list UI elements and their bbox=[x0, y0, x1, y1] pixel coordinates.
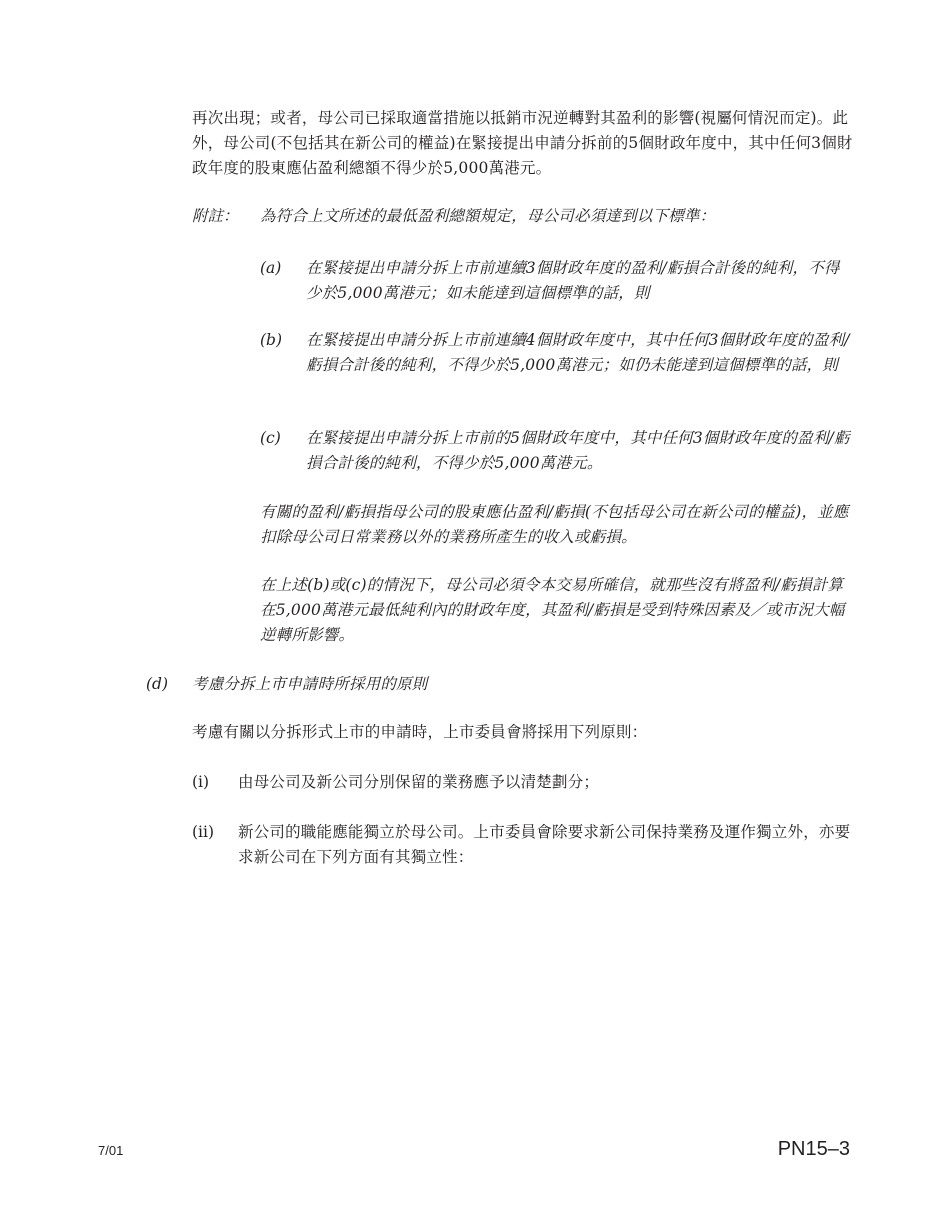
note-item-a-marker: (a) bbox=[260, 259, 282, 277]
note-item-a-text: 在緊接提出申請分拆上市前連續3個財政年度的盈利/虧損合計後的純利，不得少於5,000萬港元；如未能達到這個標準的話，則 bbox=[306, 259, 840, 302]
section-d-marker: (d) bbox=[146, 675, 169, 693]
note-item-c-text: 在緊接提出申請分拆上市前的5個財政年度中，其中任何3個財政年度的盈利/虧損合計後的純利，不得少於5,000萬港元。 bbox=[306, 429, 850, 472]
section-d-intro: 考慮有關以分拆形式上市的申請時，上市委員會將採用下列原則： bbox=[192, 723, 648, 741]
note-paragraph-special-factors: 在上述(b)或(c)的情況下，母公司必須令本交易所確信，就那些沒有將盈利/虧損計算在5,000萬港元最低純利內的財政年度，其盈利/虧損是受到特殊因素及／或市況大幅逆轉所影響。 bbox=[260, 576, 845, 644]
note-item-b-marker: (b) bbox=[260, 331, 283, 349]
footer-date: 7/01 bbox=[98, 1143, 124, 1158]
principle-i-marker: (i) bbox=[192, 773, 210, 791]
principle-i-text: 由母公司及新公司分別保留的業務應予以清楚劃分； bbox=[238, 773, 600, 791]
intro-paragraph: 再次出現；或者，母公司已採取適當措施以抵銷市況逆轉對其盈利的影響(視屬何情況而定)。此外，母公司(不包括其在新公司的權益)在緊接提出申請分拆前的5個財政年度中，其中任何3個財政年度的股東應佔盈利總額不得少於5,000萬港元。 bbox=[192, 109, 853, 177]
principle-ii-text: 新公司的職能應能獨立於母公司。上市委員會除要求新公司保持業務及運作獨立外，亦要求新公司在下列方面有其獨立性： bbox=[238, 823, 851, 866]
principle-ii-marker: (ii) bbox=[192, 823, 215, 841]
section-d-heading: 考慮分拆上市申請時所採用的原則 bbox=[192, 675, 428, 693]
note-label: 附註： bbox=[192, 207, 239, 225]
note-item-c-marker: (c) bbox=[260, 429, 281, 447]
note-paragraph-profit-definition: 有關的盈利/虧損指母公司的股東應佔盈利/虧損(不包括母公司在新公司的權益)，並應扣除母公司日常業務以外的業務所產生的收入或虧損。 bbox=[260, 503, 849, 546]
footer-page-code: PN15–3 bbox=[777, 1138, 850, 1160]
note-text: 為符合上文所述的最低盈利總額規定，母公司必須達到以下標準： bbox=[260, 207, 716, 225]
note-item-b-text: 在緊接提出申請分拆上市前連續4個財政年度中，其中任何3個財政年度的盈利/虧損合計後的純利，不得少於5,000萬港元；如仍未能達到這個標準的話，則 bbox=[306, 331, 850, 374]
